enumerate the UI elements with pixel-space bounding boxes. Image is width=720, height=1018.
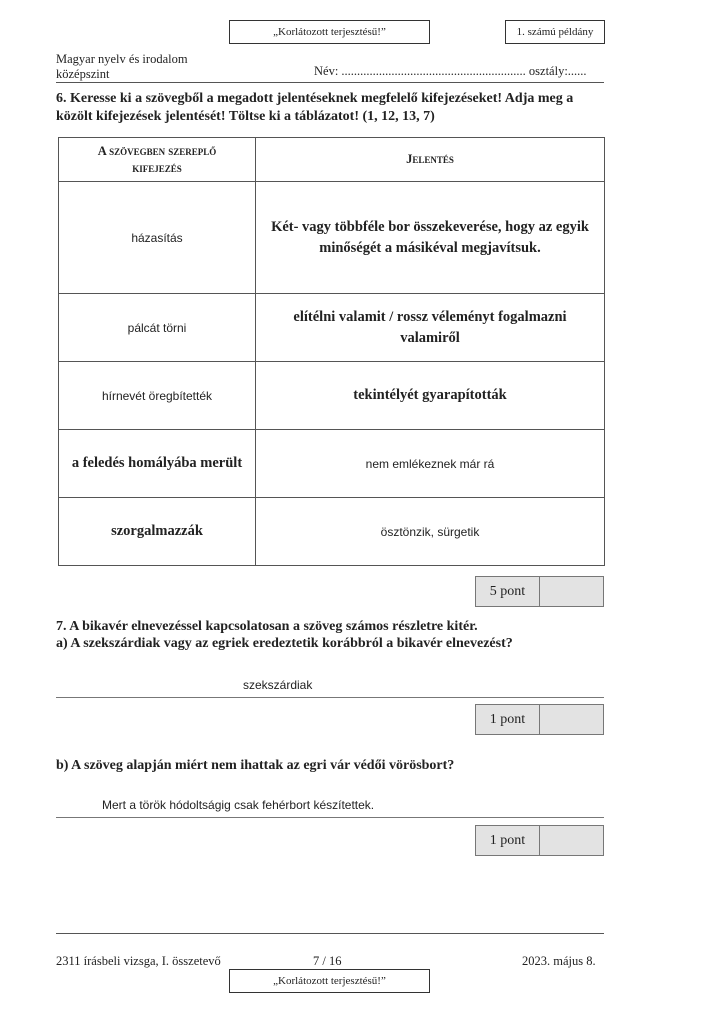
answer-cell-expression[interactable]: pálcát törni — [59, 294, 256, 362]
table-row — [59, 362, 605, 430]
footer-divider — [56, 933, 604, 934]
task7b-score-box — [475, 825, 604, 856]
task7b-question: b) A szöveg alapján miért nem ihattak az egri vár védői vörösbort? — [56, 758, 455, 773]
task7a-score-box — [475, 704, 604, 735]
exam-date: 2023. május 8. — [522, 954, 596, 968]
table-row — [59, 430, 605, 498]
column-header-meaning: Jelentés — [256, 138, 605, 182]
page-number: 7 / 16 — [313, 954, 342, 968]
score-value-field[interactable] — [540, 577, 603, 606]
score-label: 5 pont — [476, 577, 540, 606]
task7a-answer-line — [56, 697, 604, 698]
task6-table — [58, 137, 605, 566]
restricted-distribution-label-footer: „Korlátozott terjesztésű!” — [229, 969, 430, 993]
score-label: 1 pont — [476, 705, 540, 734]
table-row — [59, 498, 605, 566]
answer-cell-meaning[interactable]: ösztönzik, sürgetik — [256, 498, 605, 566]
task6-question: 6. Keresse ki a szövegből a megadott jelentéseknek megfelelő kifejezéseket! Adja meg a közölt kifejezések jelentését! Töltse ki a táblázatot! (1, 12, 13, 7) — [56, 91, 574, 124]
header-divider — [56, 82, 604, 83]
printed-cell-expression: szorgalmazzák — [59, 498, 256, 566]
answer-cell-meaning[interactable]: nem emlékeznek már rá — [256, 430, 605, 498]
table-row — [59, 294, 605, 362]
task7a-answer[interactable]: szekszárdiak — [243, 678, 313, 692]
task7b-answer-line — [56, 817, 604, 818]
subject-name: Magyar nyelv és irodalom — [56, 52, 188, 66]
task6-score-box — [475, 576, 604, 607]
task7a-question: a) A szekszárdiak vagy az egriek eredeztetik korábbról a bikavér elnevezést? — [56, 636, 513, 651]
restricted-distribution-label: „Korlátozott terjesztésű!” — [229, 20, 430, 44]
printed-cell-meaning: elítélni valamit / rossz véleményt fogalmazni valamiről — [256, 294, 605, 362]
copy-number-label: 1. számú példány — [505, 20, 605, 44]
exam-code: 2311 írásbeli vizsga, I. összetevő — [56, 954, 221, 968]
printed-cell-expression: a feledés homályába merült — [59, 430, 256, 498]
name-class-field[interactable]: Név: ........................................................... osztály:...... — [314, 64, 587, 78]
printed-cell-meaning: tekintélyét gyarapították — [256, 362, 605, 430]
task7-intro: 7. A bikavér elnevezéssel kapcsolatosan a szöveg számos részletre kitér. — [56, 619, 478, 634]
answer-cell-expression[interactable]: házasítás — [59, 182, 256, 294]
score-value-field[interactable] — [540, 705, 603, 734]
table-row — [59, 182, 605, 294]
score-label: 1 pont — [476, 826, 540, 855]
task7b-answer[interactable]: Mert a török hódoltságig csak fehérbort készítettek. — [102, 798, 375, 812]
printed-cell-meaning: Két- vagy többféle bor összekeverése, hogy az egyik minőségét a másikéval megjavítsuk. — [256, 182, 605, 294]
column-header-expression: A szövegben szereplő kifejezés — [59, 138, 256, 182]
score-value-field[interactable] — [540, 826, 603, 855]
answer-cell-expression[interactable]: hírnevét öregbítették — [59, 362, 256, 430]
table-header-row — [59, 138, 605, 182]
subject-level: középszint — [56, 67, 110, 81]
